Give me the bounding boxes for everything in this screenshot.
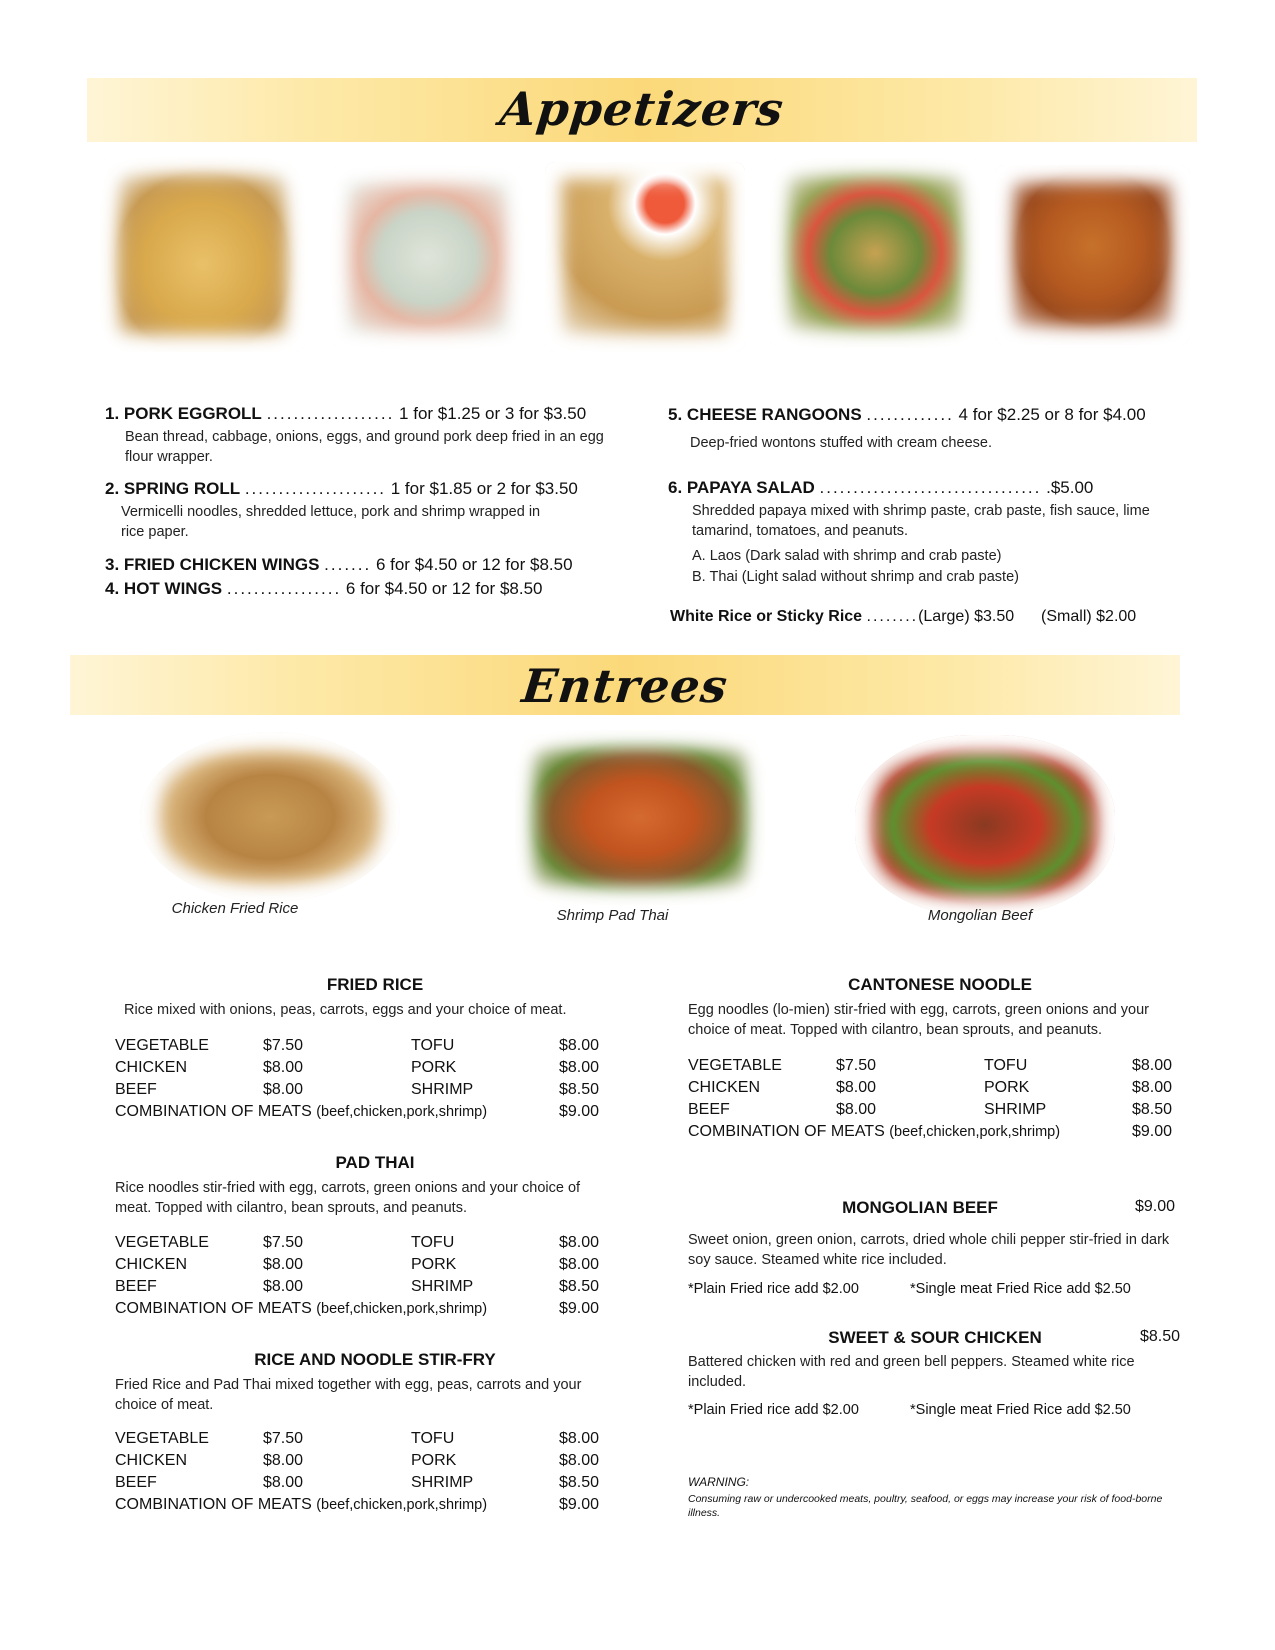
meat-price: $8.00 — [263, 1278, 304, 1295]
meat-label: SHRIMP — [984, 1101, 1047, 1118]
appetizer-1-price: 1 for $1.25 or 3 for $3.50 — [399, 404, 587, 423]
combo-detail: (beef,chicken,pork,shrimp) — [316, 1301, 488, 1317]
meat-price: $8.00 — [836, 1079, 877, 1096]
meat-label: VEGETABLE — [688, 1057, 782, 1074]
combo-label: COMBINATION OF MEATS — [115, 1300, 312, 1317]
pad-thai-desc: Rice noodles stir-fried with egg, carrots, green onions and your choice of meat. Topped with cilantro, bean sprouts, and peanuts. — [115, 1180, 581, 1216]
appetizer-1-number: 1. — [105, 404, 120, 423]
cantonese-title: CANTONESE NOODLE — [848, 975, 1032, 994]
appetizer-6-option-a: A. Laos (Dark salad with shrimp and crab paste) — [692, 548, 1002, 564]
mongolian-note-plain: *Plain Fried rice add $2.00 — [688, 1281, 859, 1297]
appetizer-3-number: 3. — [105, 555, 120, 574]
appetizer-6-price: .$5.00 — [1046, 478, 1094, 497]
stir-fry-desc: Fried Rice and Pad Thai mixed together with egg, peas, carrots and your choice of meat. — [115, 1377, 582, 1413]
meat-label: VEGETABLE — [115, 1037, 209, 1054]
rice-small-price: (Small) $2.00 — [1041, 608, 1137, 625]
meat-label: SHRIMP — [411, 1081, 474, 1098]
appetizer-2-desc: Vermicelli noodles, shredded lettuce, pork and shrimp wrapped in rice paper. — [121, 504, 541, 540]
meat-label: TOFU — [984, 1057, 1028, 1074]
meat-label: CHICKEN — [688, 1079, 761, 1096]
sweet-sour-desc: Battered chicken with red and green bell peppers. Steamed white rice included. — [688, 1354, 1135, 1390]
rice-large-price: (Large) $3.50 — [918, 608, 1015, 625]
mongolian-beef-photo — [855, 735, 1115, 915]
meat-label: BEEF — [115, 1474, 157, 1491]
shrimp-pad-thai-photo — [515, 730, 765, 905]
appetizers-title: Appetizers — [497, 82, 787, 136]
fried-rice-desc: Rice mixed with onions, peas, carrots, eggs and your choice of meat. — [124, 1002, 567, 1018]
fried-rice-title: FRIED RICE — [326, 975, 424, 994]
appetizer-4-line — [105, 579, 543, 599]
appetizer-4-name: HOT WINGS — [123, 579, 223, 598]
meat-label: PORK — [411, 1256, 457, 1273]
meat-price: $8.50 — [1132, 1101, 1173, 1118]
appetizer-5-line — [668, 405, 1146, 425]
pad-thai-combo-price: $9.00 — [559, 1300, 600, 1317]
meat-price: $8.00 — [559, 1234, 600, 1251]
fried-rice-combo-price: $9.00 — [559, 1103, 600, 1120]
meat-price: $8.00 — [263, 1059, 304, 1076]
pad-thai-combo — [115, 1300, 487, 1318]
meat-price: $8.00 — [263, 1452, 304, 1469]
leader-dots: ..................... — [244, 479, 387, 498]
entrees-banner — [70, 655, 1180, 715]
meat-price: $8.00 — [559, 1037, 600, 1054]
table-row — [688, 1099, 1172, 1121]
stir-fry-title: RICE AND NOODLE STIR-FRY — [254, 1350, 496, 1369]
table-row — [688, 1055, 1172, 1077]
appetizer-6-option-b: B. Thai (Light salad without shrimp and crab paste) — [692, 569, 1019, 585]
eggroll-photo — [100, 157, 305, 352]
combo-detail: (beef,chicken,pork,shrimp) — [316, 1104, 488, 1120]
table-row — [115, 1057, 599, 1079]
pad-thai-price-table — [115, 1232, 599, 1298]
combo-label: COMBINATION OF MEATS — [688, 1123, 885, 1140]
leader-dots: ................................. — [819, 478, 1042, 497]
appetizer-6-number: 6. — [668, 478, 683, 497]
meat-label: PORK — [411, 1059, 457, 1076]
meat-label: PORK — [984, 1079, 1030, 1096]
meat-price: $8.00 — [559, 1059, 600, 1076]
appetizer-6-desc: Shredded papaya mixed with shrimp paste, crab paste, fish sauce, lime tamarind, tomatoes, and peanuts. — [692, 503, 1150, 539]
meat-price: $8.00 — [1132, 1079, 1173, 1096]
chicken-fried-rice-photo — [140, 732, 400, 902]
meat-price: $8.00 — [1132, 1057, 1173, 1074]
meat-price: $7.50 — [263, 1037, 304, 1054]
leader-dots: ............. — [866, 405, 954, 424]
fried-rice-price-table — [115, 1035, 599, 1101]
meat-price: $7.50 — [263, 1234, 304, 1251]
meat-label: BEEF — [115, 1081, 157, 1098]
meat-price: $8.00 — [263, 1256, 304, 1273]
appetizer-5-number: 5. — [668, 405, 683, 424]
rice-name: White Rice or Sticky Rice — [670, 608, 863, 625]
rice-line — [670, 608, 1136, 626]
meat-label: BEEF — [115, 1278, 157, 1295]
table-row — [115, 1428, 599, 1450]
appetizer-3-line — [105, 555, 573, 575]
appetizer-6-name: PAPAYA SALAD — [686, 478, 815, 497]
leader-dots: ................. — [226, 579, 342, 598]
sweet-sour-price: $8.50 — [1140, 1328, 1181, 1345]
mongolian-title: MONGOLIAN BEEF — [842, 1198, 998, 1217]
meat-price: $7.50 — [836, 1057, 877, 1074]
meat-label: CHICKEN — [115, 1059, 188, 1076]
papaya-salad-photo — [770, 158, 980, 348]
combo-label: COMBINATION OF MEATS — [115, 1103, 312, 1120]
stir-fry-combo-price: $9.00 — [559, 1496, 600, 1513]
appetizer-2-price: 1 for $1.85 or 2 for $3.50 — [390, 479, 578, 498]
pad-thai-title: PAD THAI — [335, 1153, 415, 1172]
appetizer-5-desc: Deep-fried wontons stuffed with cream cheese. — [690, 435, 992, 451]
cantonese-desc: Egg noodles (lo-mien) stir-fried with egg, carrots, green onions and your choice of meat. Topped with cilantro, bean sprouts, and peanuts. — [688, 1002, 1150, 1038]
caption-shrimp-pad-thai: Shrimp Pad Thai — [556, 907, 669, 924]
appetizer-2-name: SPRING ROLL — [123, 479, 241, 498]
appetizer-5-name: CHEESE RANGOONS — [686, 405, 862, 424]
meat-label: PORK — [411, 1452, 457, 1469]
appetizer-4-price: 6 for $4.50 or 12 for $8.50 — [345, 579, 543, 598]
spring-roll-photo — [330, 165, 525, 350]
appetizers-banner — [87, 78, 1197, 142]
meat-label: SHRIMP — [411, 1278, 474, 1295]
cantonese-combo-price: $9.00 — [1132, 1123, 1173, 1140]
combo-detail: (beef,chicken,pork,shrimp) — [889, 1124, 1061, 1140]
meat-price: $7.50 — [263, 1430, 304, 1447]
meat-price: $8.00 — [263, 1474, 304, 1491]
mongolian-note-single: *Single meat Fried Rice add $2.50 — [910, 1281, 1131, 1297]
meat-price: $8.00 — [559, 1452, 600, 1469]
meat-label: BEEF — [688, 1101, 730, 1118]
appetizer-3-price: 6 for $4.50 or 12 for $8.50 — [375, 555, 573, 574]
meat-label: CHICKEN — [115, 1256, 188, 1273]
warning-body: Consuming raw or undercooked meats, poultry, seafood, or eggs may increase your risk of food-borne illness. — [688, 1493, 1163, 1519]
meat-price: $8.50 — [559, 1081, 600, 1098]
meat-label: TOFU — [411, 1037, 455, 1054]
table-row — [115, 1472, 599, 1494]
meat-label: CHICKEN — [115, 1452, 188, 1469]
appetizer-6-line — [668, 478, 1093, 498]
table-row — [115, 1035, 599, 1057]
table-row — [115, 1450, 599, 1472]
appetizer-1-name: PORK EGGROLL — [123, 404, 262, 423]
cantonese-price-table — [688, 1055, 1172, 1121]
table-row — [688, 1077, 1172, 1099]
leader-dots: ........ — [866, 608, 919, 625]
leader-dots: ....... — [324, 555, 372, 574]
appetizer-3-name: FRIED CHICKEN WINGS — [123, 555, 320, 574]
appetizer-2-line — [105, 479, 578, 499]
rangoon-photo — [545, 162, 745, 352]
appetizer-1-desc: Bean thread, cabbage, onions, eggs, and ground pork deep fried in an egg flour wrapper. — [125, 429, 604, 465]
appetizer-1-line — [105, 404, 586, 424]
sweet-sour-title: SWEET & SOUR CHICKEN — [828, 1328, 1042, 1347]
warning-title: WARNING: — [688, 1475, 750, 1489]
combo-detail: (beef,chicken,pork,shrimp) — [316, 1497, 488, 1513]
meat-price: $8.00 — [836, 1101, 877, 1118]
appetizer-5-price: 4 for $2.25 or 8 for $4.00 — [958, 405, 1146, 424]
meat-label: SHRIMP — [411, 1474, 474, 1491]
stir-fry-combo — [115, 1496, 487, 1514]
combo-label: COMBINATION OF MEATS — [115, 1496, 312, 1513]
mongolian-desc: Sweet onion, green onion, carrots, dried whole chili pepper stir-fried in dark soy sauce. Steamed white rice included. — [688, 1232, 1170, 1268]
appetizer-2-number: 2. — [105, 479, 120, 498]
leader-dots: ................... — [266, 404, 395, 423]
table-row — [115, 1232, 599, 1254]
caption-chicken-fried-rice: Chicken Fried Rice — [171, 900, 299, 917]
meat-label: VEGETABLE — [115, 1430, 209, 1447]
sweet-sour-note-single: *Single meat Fried Rice add $2.50 — [910, 1402, 1131, 1418]
meat-label: TOFU — [411, 1234, 455, 1251]
cantonese-combo — [688, 1123, 1060, 1141]
table-row — [115, 1276, 599, 1298]
mongolian-price: $9.00 — [1135, 1198, 1176, 1215]
table-row — [115, 1254, 599, 1276]
appetizer-4-number: 4. — [105, 579, 120, 598]
meat-price: $8.50 — [559, 1278, 600, 1295]
wings-photo — [995, 165, 1190, 345]
entrees-title: Entrees — [519, 659, 731, 713]
sweet-sour-note-plain: *Plain Fried rice add $2.00 — [688, 1402, 859, 1418]
fried-rice-combo — [115, 1103, 487, 1121]
stir-fry-price-table — [115, 1428, 599, 1494]
meat-price: $8.00 — [263, 1081, 304, 1098]
meat-price: $8.50 — [559, 1474, 600, 1491]
meat-price: $8.00 — [559, 1430, 600, 1447]
caption-mongolian-beef: Mongolian Beef — [927, 907, 1033, 924]
table-row — [115, 1079, 599, 1101]
meat-price: $8.00 — [559, 1256, 600, 1273]
meat-label: TOFU — [411, 1430, 455, 1447]
meat-label: VEGETABLE — [115, 1234, 209, 1251]
